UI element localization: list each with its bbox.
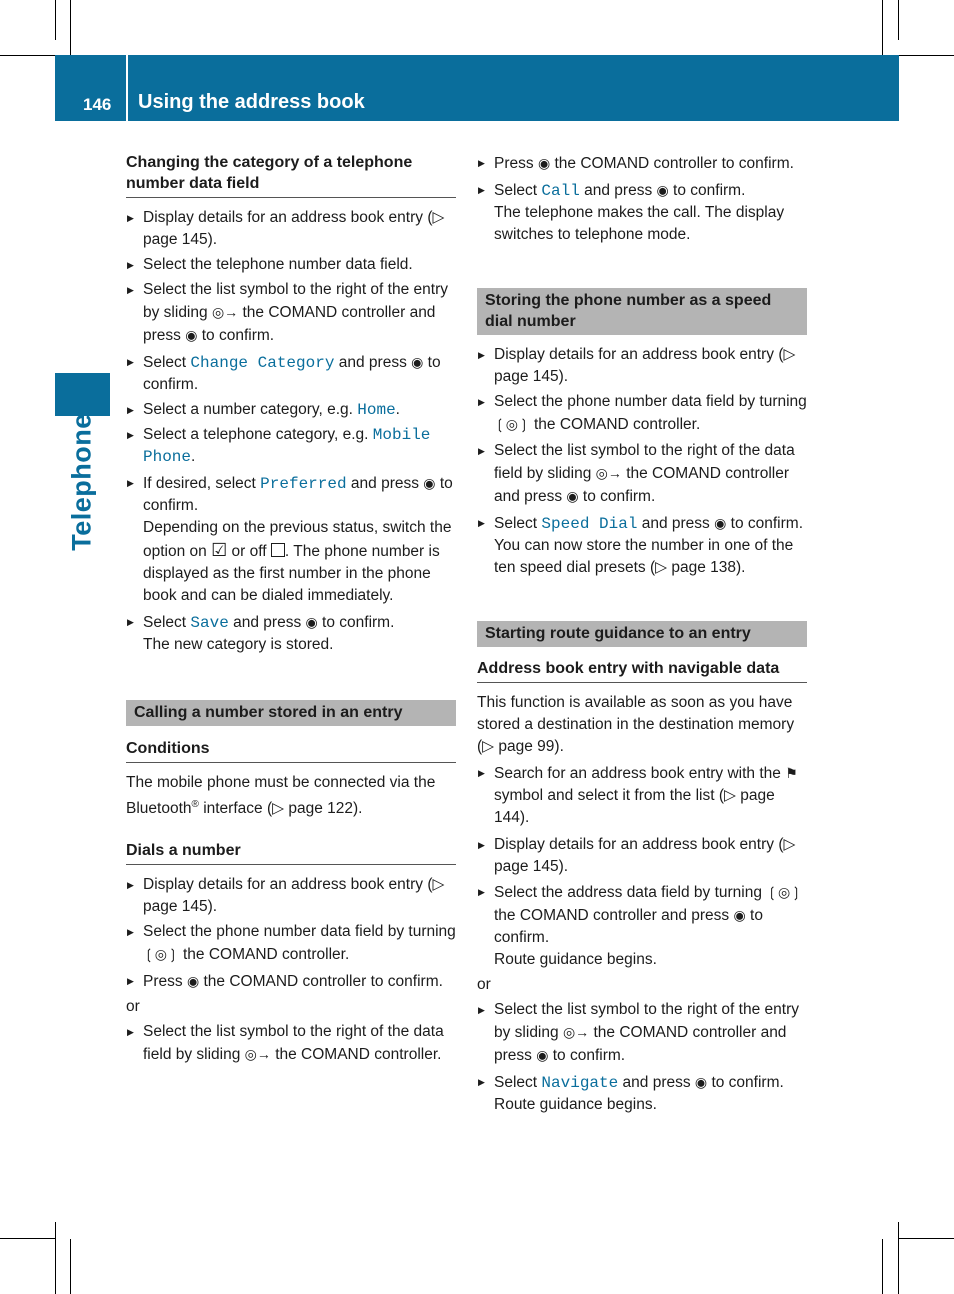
menu-command: Change Category xyxy=(190,354,335,372)
list-item: ▶ Select Save and press ◉ to confirm. The new category is stored. xyxy=(126,611,456,656)
crop-mark xyxy=(899,1238,954,1239)
list-item: ▶ Select the list symbol to the right of the data field by sliding ◎→ the COMAND controller. xyxy=(126,1021,456,1066)
press-controller-icon: ◉ xyxy=(411,354,424,370)
page-title: Using the address book xyxy=(138,91,365,113)
list-item: ▶ Select the list symbol to the right of the entry by sliding ◎→ the COMAND controller and press ◉ to confirm. xyxy=(126,279,456,347)
menu-command: Home xyxy=(357,401,396,419)
press-controller-icon: ◉ xyxy=(566,488,579,504)
menu-command: Mobile Phone xyxy=(143,426,431,466)
crop-mark xyxy=(882,0,883,55)
paragraph: The mobile phone must be connected via the Bluetooth® interface (▷ page 122). xyxy=(126,774,436,818)
section-box-heading: Starting route guidance to an entry xyxy=(477,621,807,647)
crop-mark xyxy=(0,55,55,56)
press-controller-icon: ◉ xyxy=(185,327,198,343)
menu-command: Speed Dial xyxy=(541,515,638,533)
menu-command: Preferred xyxy=(260,475,347,493)
crop-mark xyxy=(899,55,954,56)
list-item: ▶ Select the address data field by turning ❲◎❳ the COMAND controller and press ◉ to confirm. Route guidance begins. xyxy=(477,881,807,971)
crop-mark xyxy=(882,1239,883,1294)
press-controller-icon: ◉ xyxy=(536,1047,549,1063)
header-divider xyxy=(126,55,128,121)
section-box-heading: Storing the phone number as a speed dial number xyxy=(477,288,807,335)
list-item: ▶ Press ◉ the COMAND controller to confirm. xyxy=(126,970,456,993)
menu-command: Navigate xyxy=(541,1074,619,1092)
crop-mark xyxy=(898,0,899,40)
paragraph: This function is available as soon as you have stored a destination in the destination memory (▷ page 99). xyxy=(477,694,795,755)
crop-mark xyxy=(55,1222,56,1294)
turn-controller-icon: ❲◎❳ xyxy=(766,884,802,900)
press-controller-icon: ◉ xyxy=(714,515,727,531)
list-item: ▶ Display details for an address book entry (▷ page 145). xyxy=(477,344,807,388)
subsection-heading: Dials a number xyxy=(126,840,456,865)
page-header xyxy=(55,55,899,121)
slide-controller-icon: ◎→ xyxy=(244,1046,271,1063)
press-controller-icon: ◉ xyxy=(186,973,200,990)
crop-mark xyxy=(898,1222,899,1294)
list-item: ▶ Select the phone number data field by turning ❲◎❳ the COMAND controller. xyxy=(126,921,456,966)
list-item: ▶ Display details for an address book entry (▷ page 145). xyxy=(126,874,456,918)
checkbox-empty-icon xyxy=(271,543,285,557)
turn-controller-icon: ❲◎❳ xyxy=(143,946,179,963)
press-controller-icon: ◉ xyxy=(656,182,669,198)
list-item: ▶ Select a telephone category, e.g. Mobile Phone. xyxy=(126,424,456,468)
right-column xyxy=(477,152,807,1116)
list-item: ▶ Search for an address book entry with the ⚑ symbol and select it from the list (▷ page 144). xyxy=(477,762,807,829)
list-item: ▶ Select the list symbol to the right of the data field by sliding ◎→ the COMAND controller and press ◉ to confirm. xyxy=(477,440,807,508)
menu-command: Save xyxy=(190,614,229,632)
checkbox-checked-icon: ☑ xyxy=(211,540,228,560)
turn-controller-icon: ❲◎❳ xyxy=(494,416,530,432)
section-heading: Changing the category of a telephone number data field xyxy=(126,152,456,198)
list-item: ▶ Select the telephone number data field. xyxy=(126,254,456,276)
menu-command: Call xyxy=(541,182,580,200)
list-item: ▶ Select the phone number data field by turning ❲◎❳ the COMAND controller. xyxy=(477,391,807,436)
crop-mark xyxy=(70,1239,71,1294)
crop-mark xyxy=(55,0,56,40)
crop-mark xyxy=(70,0,71,55)
section-box-heading: Calling a number stored in an entry xyxy=(126,700,456,726)
press-controller-icon: ◉ xyxy=(733,907,746,923)
slide-controller-icon: ◎→ xyxy=(562,1024,590,1040)
page-number: 146 xyxy=(83,95,112,114)
crop-mark xyxy=(0,1238,55,1239)
press-controller-icon: ◉ xyxy=(305,614,318,630)
side-tab-marker xyxy=(55,373,110,416)
subsection-heading: Address book entry with navigable data xyxy=(477,658,807,683)
slide-controller-icon: ◎→ xyxy=(595,465,622,481)
press-controller-icon: ◉ xyxy=(423,475,436,491)
list-item: ▶ Select Speed Dial and press ◉ to confirm. You can now store the number in one of the ten speed dial presets (▷ page 138). xyxy=(477,512,807,579)
list-item: ▶ Select Call and press ◉ to confirm. The telephone makes the call. The display switches to telephone mode. xyxy=(477,179,807,246)
list-item: ▶ Press ◉ the COMAND controller to confirm. xyxy=(477,152,807,175)
list-item: ▶ Select Navigate and press ◉ to confirm. Route guidance begins. xyxy=(477,1071,807,1116)
list-item: ▶ Select the list symbol to the right of the entry by sliding ◎→ the COMAND controller and press ◉ to confirm. xyxy=(477,999,807,1067)
list-item: ▶ Select Change Category and press ◉ to confirm. xyxy=(126,351,456,396)
subsection-heading: Conditions xyxy=(126,738,456,763)
or-separator: or xyxy=(126,998,140,1016)
press-controller-icon: ◉ xyxy=(694,1074,708,1090)
side-tab-label: Telephone xyxy=(66,413,97,551)
navigation-flag-icon: ⚑ xyxy=(785,765,798,781)
press-controller-icon: ◉ xyxy=(537,155,551,171)
list-item: ▶ If desired, select Preferred and press ◉ to confirm. Depending on the previous status, switch the option on ☑ or off . The phone number is displayed as the first number in the phone book and can be dialed immediately. xyxy=(126,472,456,607)
list-item: ▶ Select a number category, e.g. Home. xyxy=(126,399,456,421)
or-separator: or xyxy=(477,976,491,993)
list-item: ▶ Display details for an address book entry (▷ page 145). xyxy=(477,834,807,878)
left-column xyxy=(126,152,456,1066)
slide-controller-icon: ◎→ xyxy=(211,304,239,320)
list-item: ▶ Display details for an address book entry (▷ page 145). xyxy=(126,207,456,251)
